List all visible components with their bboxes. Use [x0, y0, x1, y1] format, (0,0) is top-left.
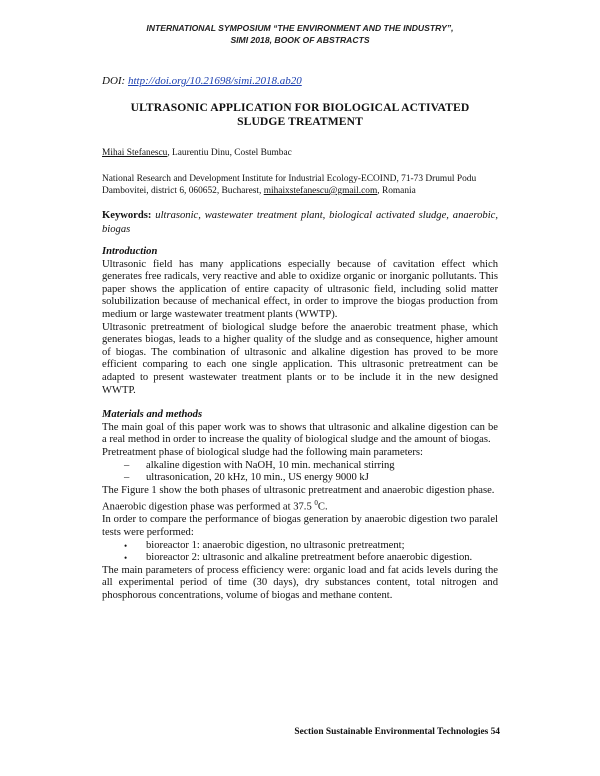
- author-email[interactable]: mihaixstefanescu@gmail.com: [263, 186, 378, 196]
- keywords-label: Keywords:: [102, 210, 152, 221]
- list-item: [102, 552, 498, 565]
- list-item: [102, 460, 498, 473]
- introduction-paragraph-1: Ultrasonic field has many applications especially because of cavitation effect which generates free radicals, very reactive and able to oxidize organic or inorganic pollutants. This paper shows the application of entire capacity of ultrasonic field, including solid matter solubilization because of mechanical effect, in order to improve the biogas production from medium or large wastewater treatment plants (WWTP).: [102, 258, 498, 320]
- methods-paragraph-1: The main goal of this paper work was to shows that ultrasonic and alkaline digestion can be a real method in order to increase the quality of biological sludge and the amount of biogas.: [102, 421, 498, 446]
- introduction-paragraph-2: Ultrasonic pretreatment of biological sludge before the anaerobic treatment phase, which generates biogas, leads to a higher quality of the sludge and as consequence, higher amount of biogas. The combination of ultrasonic and alkaline digestion has proved to be more efficient comparing to each one single application. This ultrasonic pretreatment can be adapted to present wastewater treatment plants or to be include it in the new designed WWTP.: [102, 321, 498, 396]
- doi-label: DOI:: [102, 75, 128, 87]
- temperature-text: Anaerobic digestion phase was performed at 37.5: [102, 501, 315, 513]
- page-footer: Section Sustainable Environmental Technologies 54: [294, 727, 500, 737]
- dash-marker: –: [124, 459, 130, 471]
- degree-superscript: 0: [314, 499, 318, 508]
- list-item: [102, 540, 498, 553]
- temperature-unit: C.: [317, 501, 328, 513]
- corresponding-author: Mihai Stefanescu: [102, 148, 168, 158]
- header-line-2: SIMI 2018, BOOK OF ABSTRACTS: [230, 35, 370, 45]
- pretreatment-parameter-list: [102, 460, 498, 485]
- introduction-heading: Introduction: [102, 246, 158, 257]
- methods-paragraph-4: [102, 497, 498, 514]
- list-item-text: ultrasonication, 20 kHz, 10 min., US energy 9000 kJ: [146, 472, 369, 484]
- header-line-1: INTERNATIONAL SYMPOSIUM “THE ENVIRONMENT AND THE INDUSTRY”,: [146, 23, 454, 33]
- title-line-2: SLUDGE TREATMENT: [237, 115, 363, 128]
- affiliation-tail: , Romania: [377, 186, 416, 196]
- title-line-1: ULTRASONIC APPLICATION FOR BIOLOGICAL ACTIVATED: [130, 101, 470, 114]
- list-item: [102, 472, 498, 485]
- keywords-text: ultrasonic, wastewater treatment plant, biological activated sludge, anaerobic, biogas: [102, 210, 498, 235]
- bullet-icon: •: [124, 553, 128, 564]
- author-list: [102, 147, 498, 159]
- list-item-text: bioreactor 1: anaerobic digestion, no ultrasonic pretreatment;: [146, 539, 405, 551]
- list-item-text: bioreactor 2: ultrasonic and alkaline pretreatment before anaerobic digestion.: [146, 552, 473, 564]
- dash-marker: –: [124, 472, 130, 484]
- doi-line: [102, 74, 498, 88]
- list-item-text: alkaline digestion with NaOH, 10 min. mechanical stirring: [146, 459, 395, 471]
- co-authors: , Laurentiu Dinu, Costel Bumbac: [167, 148, 292, 158]
- keywords: [102, 209, 498, 236]
- methods-paragraph-3: The Figure 1 show the both phases of ultrasonic pretreatment and anaerobic digestion phase.: [102, 484, 495, 496]
- methods-paragraph-2: Pretreatment phase of biological sludge had the following main parameters:: [102, 446, 423, 458]
- article-title: [102, 101, 498, 129]
- article-body: [102, 74, 498, 603]
- doi-link[interactable]: http://doi.org/10.21698/simi.2018.ab20: [127, 75, 302, 87]
- affiliation: [102, 173, 498, 197]
- methods-paragraph-6: The main parameters of process efficiency were: organic load and fat acids levels during the all experimental period of time (30 days), dry substances content, total nitrogen and phosphorous concentrations, volume of biogas and methane content.: [102, 564, 498, 601]
- affiliation-text: National Research and Development Institute for Industrial Ecology-ECOIND, 71-73 Drumul Podu Dambovitei, district 6, 060652, Bucharest,: [102, 174, 477, 196]
- methods-paragraph-5: In order to compare the performance of biogas generation by anaerobic digestion two paralel tests were performed:: [102, 514, 498, 538]
- bullet-icon: •: [124, 540, 128, 551]
- bioreactor-list: [102, 540, 498, 565]
- running-header: [0, 22, 600, 46]
- methods-heading: Materials and methods: [102, 409, 203, 421]
